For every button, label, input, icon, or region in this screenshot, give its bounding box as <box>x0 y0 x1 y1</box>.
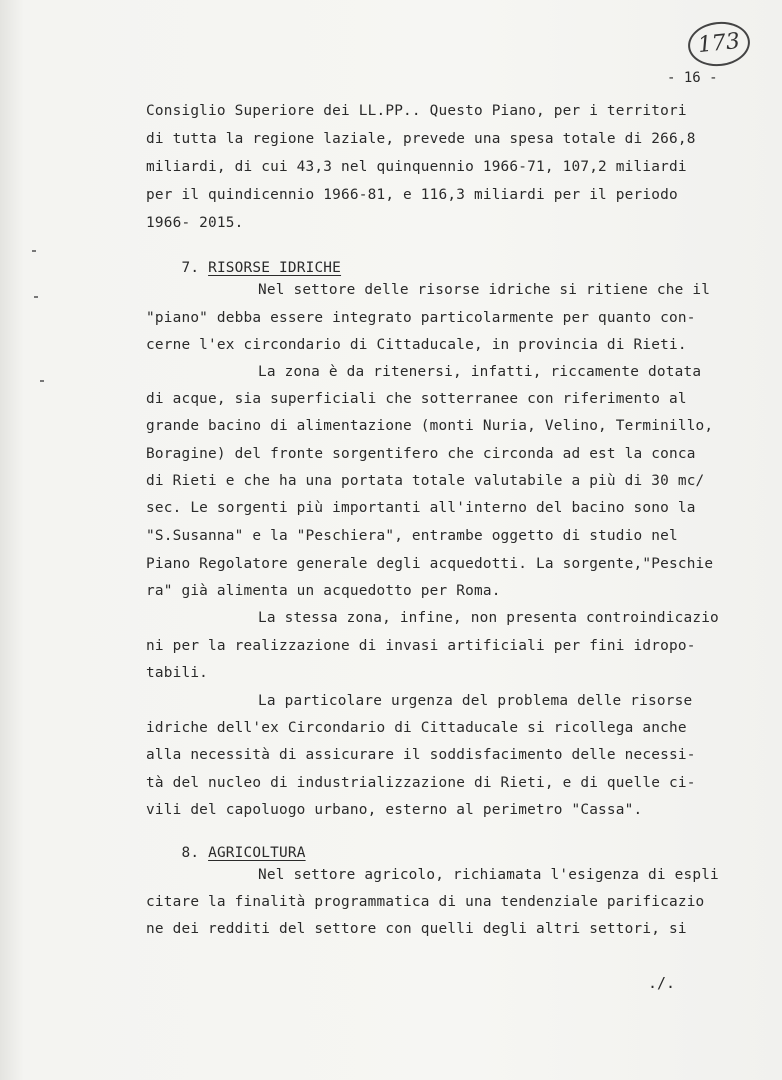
body-line: "S.Susanna" e la "Peschiera", entrambe oggetto di studio nel <box>146 528 678 544</box>
body-line: tà del nucleo di industrializzazione di Rieti, e di quelle ci- <box>146 775 696 791</box>
body-line: di tutta la regione laziale, prevede una spesa totale di 266,8 <box>146 131 696 147</box>
section-number: 7. <box>181 260 200 276</box>
body-line: idriche dell'ex Circondario di Cittaducale si ricollega anche <box>146 720 687 736</box>
body-line: citare la finalità programmatica di una tendenziale parificazio <box>146 894 705 910</box>
continuation-mark: ./. <box>648 974 676 992</box>
body-line: miliardi, di cui 43,3 nel quinquennio 1966-71, 107,2 miliardi <box>146 159 687 175</box>
body-line: 1966- 2015. <box>146 215 244 231</box>
body-line: tabili. <box>146 665 209 681</box>
page-stamp: 173 <box>686 19 752 69</box>
body-line: ni per la realizzazione di invasi artificiali per fini idropo- <box>146 638 696 654</box>
body-line: sec. Le sorgenti più importanti all'interno del bacino sono la <box>146 500 696 516</box>
body-line: di Rieti e che ha una portata totale valutabile a più di 30 mc/ <box>146 473 705 489</box>
body-line: alla necessità di assicurare il soddisfacimento delle necessi- <box>146 747 696 763</box>
body-line: Piano Regolatore generale degli acquedotti. La sorgente,"Peschie <box>146 556 714 572</box>
body-line: La zona è da ritenersi, infatti, riccamente dotata <box>258 364 702 380</box>
body-line: La particolare urgenza del problema delle risorse <box>258 693 693 709</box>
body-line: ne dei redditi del settore con quelli degli altri settori, si <box>146 921 687 937</box>
margin-mark <box>34 296 38 298</box>
section-number: 8. <box>181 845 200 861</box>
body-line: di acque, sia superficiali che sotterranee con riferimento al <box>146 391 687 407</box>
body-line: cerne l'ex circondario di Cittaducale, in provincia di Rieti. <box>146 337 687 353</box>
body-line: Nel settore agricolo, richiamata l'esigenza di espli <box>258 867 719 883</box>
body-line: La stessa zona, infine, non presenta controindicazio <box>258 610 719 626</box>
body-line: Nel settore delle risorse idriche si ritiene che il <box>258 282 711 298</box>
body-line: "piano" debba essere integrato particolarmente per quanto con- <box>146 310 696 326</box>
margin-mark <box>40 380 44 382</box>
body-line: per il quindicennio 1966-81, e 116,3 miliardi per il periodo <box>146 187 678 203</box>
margin-mark <box>32 250 36 252</box>
section-title: AGRICOLTURA <box>208 845 306 861</box>
body-line: vili del capoluogo urbano, esterno al perimetro "Cassa". <box>146 802 643 818</box>
body-line: Boragine) del fronte sorgentifero che circonda ad est la conca <box>146 446 696 462</box>
body-line: grande bacino di alimentazione (monti Nuria, Velino, Terminillo, <box>146 418 714 434</box>
page-number: - 16 - <box>667 70 718 86</box>
body-line: Consiglio Superiore dei LL.PP.. Questo Piano, per i territori <box>146 103 687 119</box>
body-line: ra" già alimenta un acquedotto per Roma. <box>146 583 501 599</box>
section-title: RISORSE IDRICHE <box>208 260 342 276</box>
